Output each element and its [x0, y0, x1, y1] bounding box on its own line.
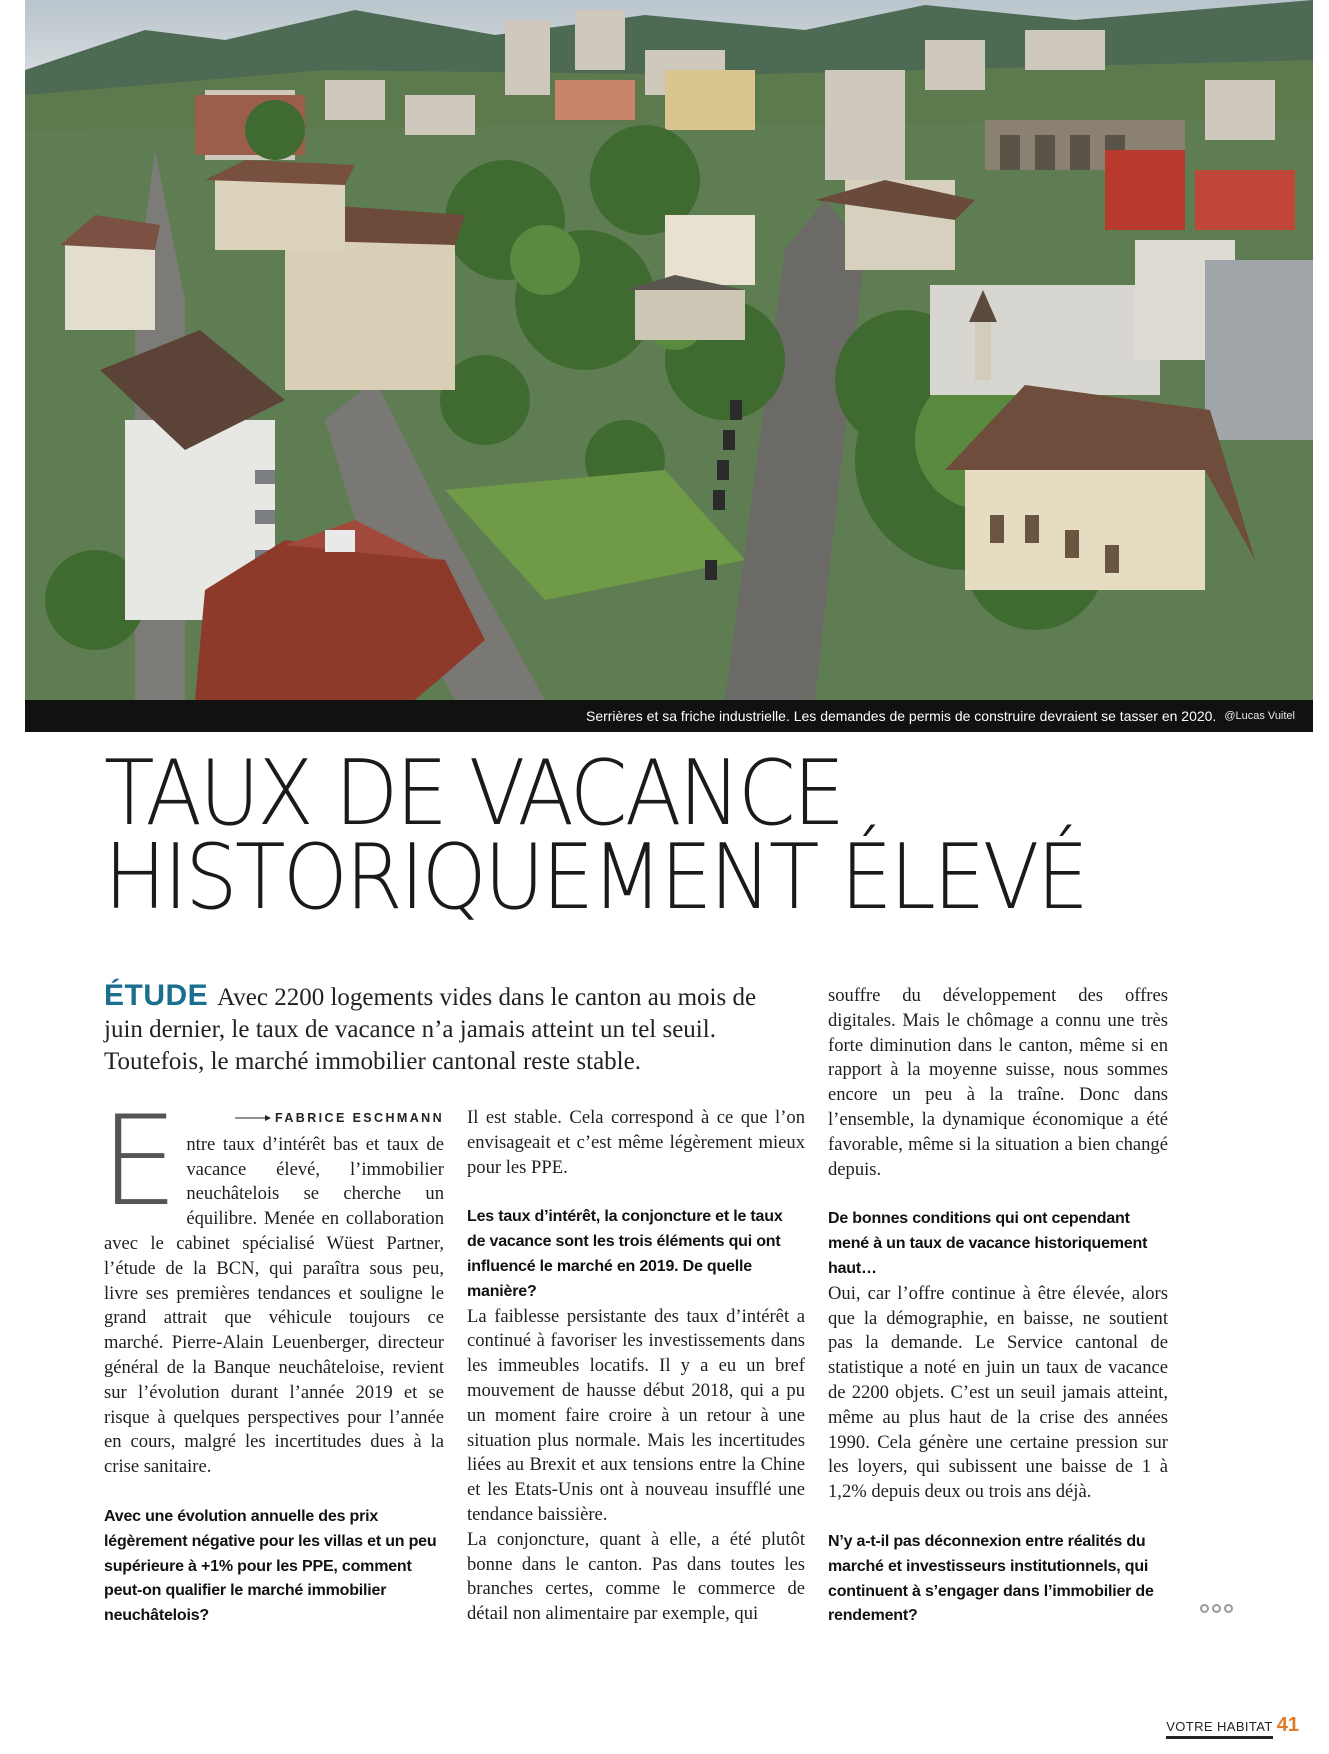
title-line-1: TAUX DE VACANCE [104, 741, 843, 846]
byline-arrow-icon [235, 1114, 271, 1122]
answer-2-part-2: La conjoncture, quant à elle, a été plutôt bonne dans le canton. Pas dans toutes les branches certes, comme le commerce de détail non alimentaire par exemple, qui [467, 1528, 805, 1625]
photo-caption-bar [25, 700, 1313, 732]
byline [186, 1106, 444, 1131]
byline-author: FABRICE ESCHMANN [275, 1111, 444, 1125]
continued-dots-icon [1200, 1604, 1233, 1613]
question-2: Les taux d’intérêt, la conjoncture et le taux de vacance sont les trois éléments qui ont influencé le marché en 2019. De quelle manière? [467, 1208, 783, 1300]
page-footer [1166, 1714, 1299, 1739]
title-line-2: HISTORIQUEMENT ÉLEVÉ [104, 825, 1087, 930]
question-4: N’y a-t-il pas déconnexion entre réalités du marché et investisseurs institutionnels, qui continuent à s’engager dans l’immobilier de rendement? [828, 1532, 1154, 1625]
drop-cap: E [100, 1090, 179, 1234]
article-title [104, 741, 1162, 930]
page-number: 41 [1276, 1714, 1299, 1736]
answer-2-part-3: souffre du développement des offres digitales. Mais le chômage a connu une très forte diminution dans le canton, même si en rapport à la moyenne suisse, nous sommes encore un peu à la traîne. Donc dans l’ensemble, la dynamique économique a été favorable, même si la situation a bien changé depuis. [828, 985, 1168, 1180]
column-1 [100, 1090, 444, 1629]
intro-paragraph: ntre taux d’intérêt bas et taux de vacance élevé, l’immobilier neuchâtelois se cherche un équilibre. Menée en collaboration avec le cabinet spécialisé Wüest Partner, l’étude de la BCN, qui paraîtra sous peu, livre ses premières tendances et souligne le grand attrait que véhicule toujours ce marché. Pierre-Alain Leuenberger, directeur général de la Banque neuchâteloise, revient sur l’évolution durant l’année 2019 et se risque à quelques perspectives pour l’année en cours, malgré les incertitudes dues à la crise sanitaire. [104, 1133, 444, 1478]
question-3: De bonnes conditions qui ont cependant mené à un taux de vacance historiquement haut… [828, 1210, 1148, 1277]
column-3 [828, 984, 1168, 1629]
aerial-photo [25, 0, 1313, 700]
photo-credit: @Lucas Vuitel [1224, 710, 1295, 722]
lede-kicker: ÉTUDE [104, 979, 209, 1012]
lede-text: Avec 2200 logements vides dans le canton au mois de juin dernier, le taux de vacance n’a jamais atteint un tel seuil. Toutefois, le marché immobilier cantonal reste stable. [104, 984, 757, 1075]
photo-caption: Serrières et sa friche industrielle. Les demandes de permis de construire devraient se tasser en 2020. [585, 708, 1217, 724]
magazine-name: VOTRE HABITAT [1166, 1719, 1273, 1739]
question-1: Avec une évolution annuelle des prix légèrement négative pour les villas et un peu supérieure à +1% pour les PPE, comment peut-on qualifier le marché immobilier neuchâtelois? [104, 1507, 437, 1625]
article-lede [104, 980, 794, 1078]
column-2 [467, 1106, 805, 1627]
answer-3: Oui, car l’offre continue à être élevée, alors que la démographie, en baisse, ne soutient pas la demande. Le Service cantonal de statistique a noté en juin un taux de vacance de 2200 objets. C’est un seuil jamais atteint, même au plus haut de la crise des années 1990. Cela génère une certaine pression sur les loyers, qui subissent une baisse de 1 à 1,2% depuis deux ou trois ans déjà. [828, 1282, 1168, 1503]
aerial-city-illustration [25, 0, 1313, 700]
answer-1: Il est stable. Cela correspond à ce que l’on envisageait et c’est même légèrement mieux pour les PPE. [467, 1107, 805, 1178]
answer-2-part-1: La faiblesse persistante des taux d’intérêt a continué à favoriser les investissements dans les immeubles locatifs. Il y a eu un bref mouvement de hausse début 2018, qui a pu un moment faire croire à un retour à une situation plus normale. Mais les incertitudes liées au Brexit et aux tensions entre la Chine et les Etats-Unis ont à nouveau insufflé une tendance baissière. [467, 1305, 805, 1525]
